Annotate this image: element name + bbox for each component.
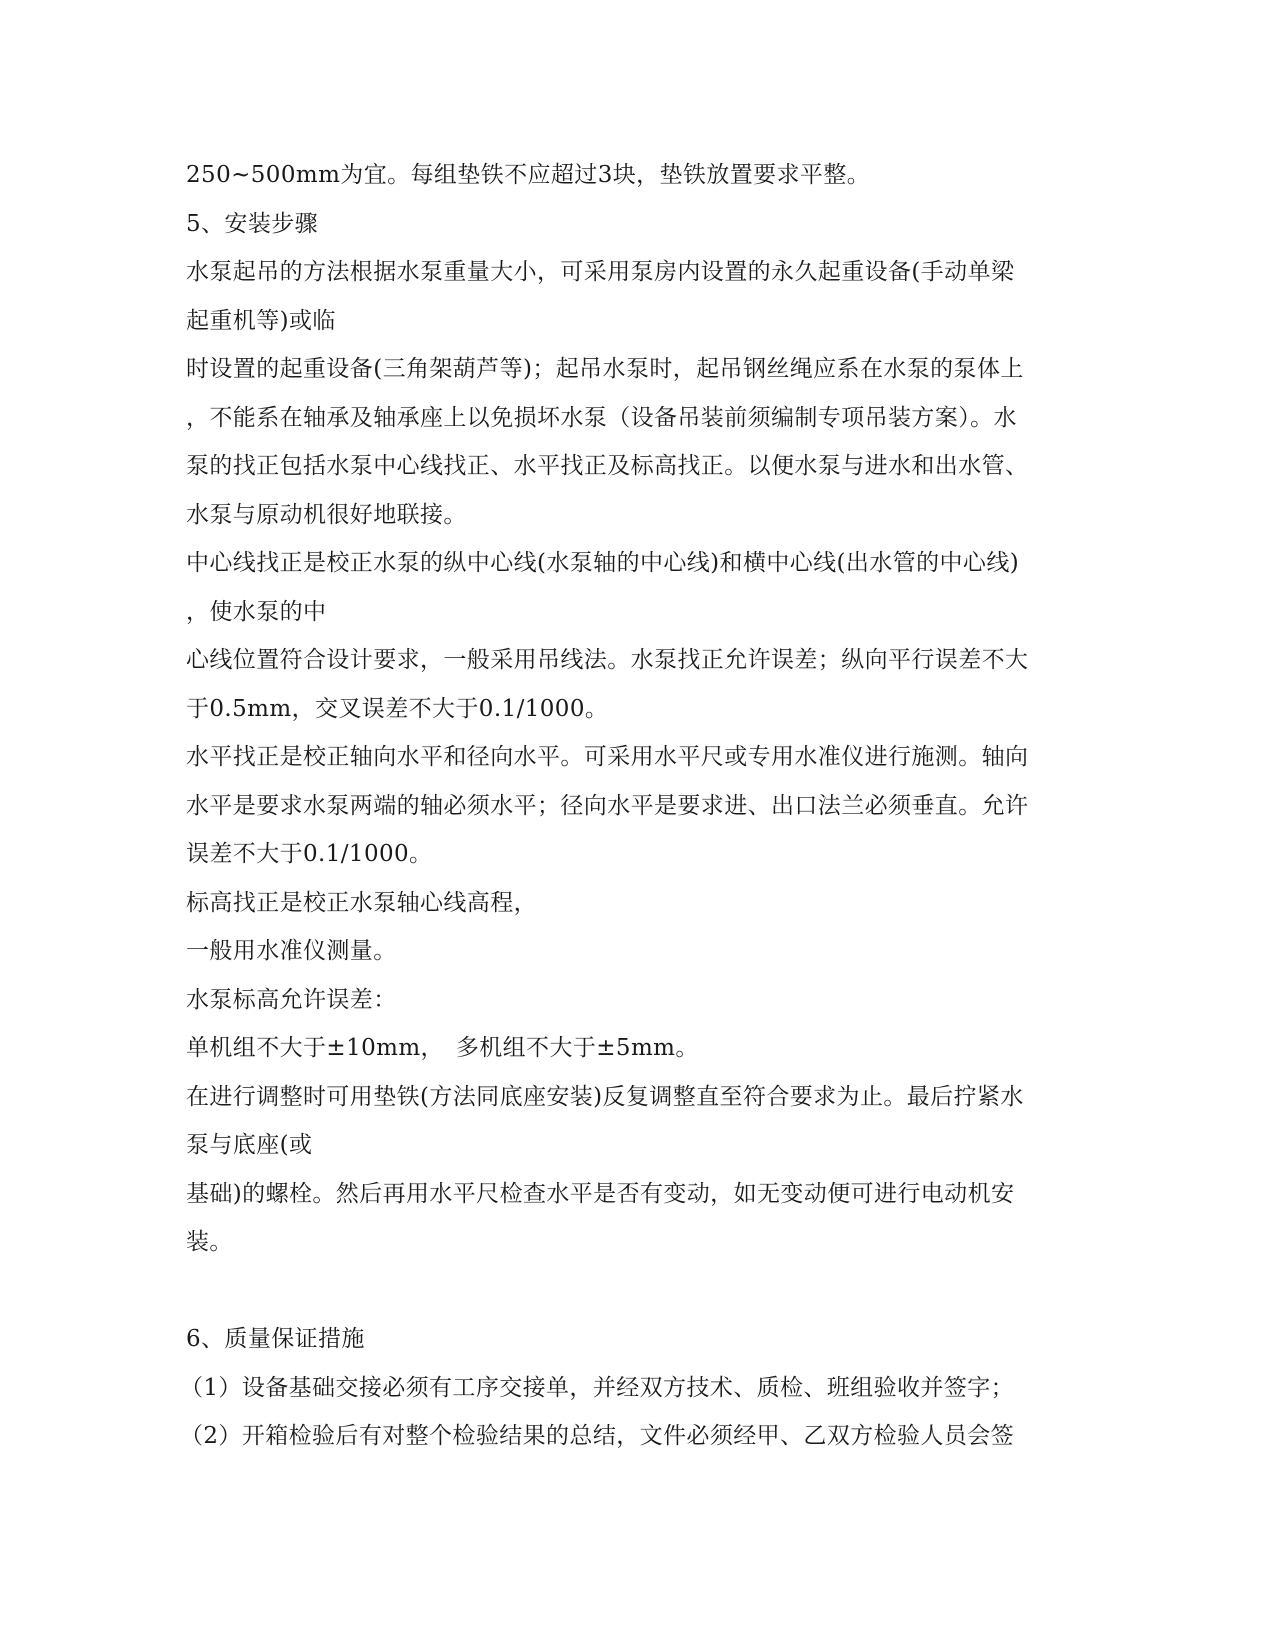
paragraph-line: 起重机等)或临 <box>186 307 336 334</box>
paragraph-line: 中心线找正是校正水泵的纵中心线(水泵轴的中心线)和横中心线(出水管的中心线) <box>186 550 1020 576</box>
paragraph-line: 在进行调整时可用垫铁(方法同底座安装)反复调整直至符合要求为止。最后拧紧水 <box>186 1083 1024 1110</box>
paragraph-line: 心线位置符合设计要求，一般采用吊线法。水泵找正允许误差；纵向平行误差不大 <box>186 647 1029 673</box>
paragraph-line: 250~500mm为宜。每组垫铁不应超过3块，垫铁放置要求平整。 <box>186 162 871 188</box>
paragraph-line: 于0.5mm，交叉误差不大于0.1/1000。 <box>186 695 609 722</box>
list-item: （1）设备基础交接必须有工序交接单，并经双方技术、质检、班组验收并签字； <box>180 1374 1015 1401</box>
document-body <box>180 151 1086 1461</box>
paragraph-line: 泵与底座(或 <box>186 1132 313 1158</box>
blank-line <box>186 1267 1086 1316</box>
paragraph-line: 水泵标高允许误差： <box>186 986 397 1013</box>
paragraph-line: ，使水泵的中 <box>186 598 327 625</box>
list-item: （2）开箱检验后有对整个检验结果的总结，文件必须经甲、乙双方检验人员会签 <box>180 1423 1015 1449</box>
paragraph-line: ，不能系在轴承及轴承座上以免损坏水泵（设备吊装前须编制专项吊装方案）。水 <box>186 404 1017 431</box>
paragraph-line: 泵的找正包括水泵中心线找正、水平找正及标高找正。以便水泵与进水和出水管、 <box>186 453 1029 479</box>
paragraph-line: 水泵起吊的方法根据水泵重量大小，可采用泵房内设置的永久起重设备(手动单梁 <box>186 259 1015 285</box>
paragraph-line: 标高找正是校正水泵轴心线高程， <box>186 889 537 916</box>
paragraph-line: 装。 <box>186 1229 233 1255</box>
paragraph-line: 水平是要求水泵两端的轴必须水平；径向水平是要求进、出口法兰必须垂直。允许 <box>186 792 1029 819</box>
paragraph-line: 单机组不大于±10mm， 多机组不大于±5mm。 <box>186 1035 699 1061</box>
section-heading-quality-assurance: 6、质量保证措施 <box>186 1326 365 1352</box>
paragraph-line: 水平找正是校正轴向水平和径向水平。可采用水平尺或专用水准仪进行施测。轴向 <box>186 744 1029 770</box>
paragraph-line: 水泵与原动机很好地联接。 <box>186 501 467 528</box>
section-heading-installation-steps: 5、安装步骤 <box>186 210 319 237</box>
paragraph-line: 基础)的螺栓。然后再用水平尺检查水平是否有变动，如无变动便可进行电动机安 <box>186 1180 1015 1207</box>
paragraph-line: 误差不大于0.1/1000。 <box>186 841 433 867</box>
paragraph-line: 时设置的起重设备(三角架葫芦等)；起吊水泵时，起吊钢丝绳应系在水泵的泵体上 <box>186 356 1024 382</box>
paragraph-line: 一般用水准仪测量。 <box>186 938 397 964</box>
